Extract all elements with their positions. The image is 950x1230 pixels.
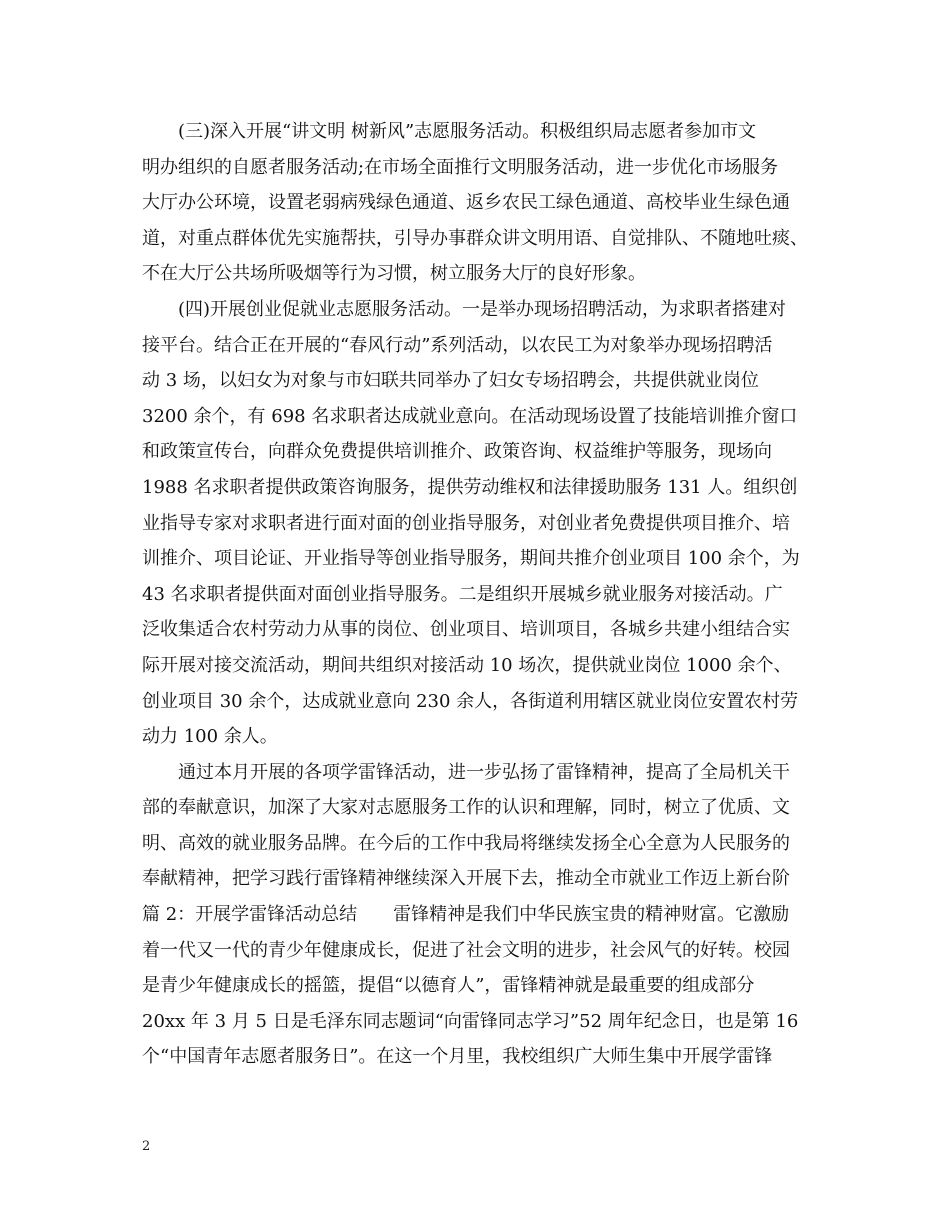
text-line: (三)深入开展“讲文明 树新风”志愿服务活动。积极组织局志愿者参加市文	[142, 121, 757, 142]
text-line: 际开展对接交流活动，期间共组织对接活动 10 场次，提供就业岗位 1000 余个、	[142, 654, 792, 676]
text-line: 和政策宣传台，向群众免费提供培训推介、政策咨询、权益维护等服务，现场向	[142, 441, 772, 463]
text-line: 奉献精神，把学习践行雷锋精神继续深入开展下去，推动全市就业工作迈上新台阶	[142, 868, 790, 890]
text-line: 不在大厅公共场所吸烟等行为习惯，树立服务大厅的良好形象。	[142, 263, 646, 285]
text-line: 1988 名求职者提供政策咨询服务，提供劳动维权和法律援助服务 131 人。组织创	[142, 476, 798, 498]
text-line: 明、高效的就业服务品牌。在今后的工作中我局将继续发扬全心全意为人民服务的	[142, 832, 790, 854]
text-line: 部的奉献意识，加深了大家对志愿服务工作的认识和理解，同时，树立了优质、文	[142, 797, 790, 819]
text-line: 泛收集适合农村劳动力从事的岗位、创业项目、培训项目，各城乡共建小组结合实	[142, 619, 790, 641]
text-line: 明办组织的自愿者服务活动;在市场全面推行文明服务活动，进一步优化市场服务	[142, 156, 779, 178]
text-line: 43 名求职者提供面对面创业指导服务。二是组织开展城乡就业服务对接活动。广	[142, 583, 783, 605]
text-line: 道，对重点群体优先实施帮扶，引导办事群众讲文明用语、自觉排队、不随地吐痰、	[142, 227, 808, 249]
text-line: 动 3 场，以妇女为对象与市妇联共同举办了妇女专场招聘会，共提供就业岗位	[142, 370, 759, 392]
page-number: 2	[142, 1139, 151, 1154]
text-line: 动力 100 余人。	[142, 726, 278, 748]
text-line: 个“中国青年志愿者服务日”。在这一个月里，我校组织广大师生集中开展学雷锋	[142, 1046, 773, 1068]
text-line: 着一代又一代的青少年健康成长，促进了社会文明的进步，社会风气的好转。校园	[142, 939, 790, 961]
text-line: 业指导专家对求职者进行面对面的创业指导服务，对创业者免费提供项目推介、培	[142, 512, 790, 534]
text-line: 3200 余个，有 698 名求职者达成就业意向。在活动现场设置了技能培训推介窗口	[142, 405, 798, 427]
text-line: (四)开展创业促就业志愿服务活动。一是举办现场招聘活动，为求职者搭建对	[142, 298, 787, 320]
text-line: 创业项目 30 余个，达成就业意向 230 余人，各街道利用辖区就业岗位安置农村劳	[142, 690, 799, 712]
text-line: 大厅办公环境，设置老弱病残绿色通道、返乡农民工绿色通道、高校毕业生绿色通	[142, 192, 790, 214]
text-line: 通过本月开展的各项学雷锋活动，进一步弘扬了雷锋精神，提高了全局机关干	[142, 761, 790, 783]
text-line: 接平台。结合正在开展的“春风行动”系列活动，以农民工为对象举办现场招聘活	[142, 334, 773, 356]
text-line: 20xx 年 3 月 5 日是毛泽东同志题词“向雷锋同志学习”52 周年纪念日，也是第 16	[142, 1010, 799, 1032]
text-line: 训推介、项目论证、开业指导等创业指导服务，期间共推介创业项目 100 余个，为	[142, 548, 800, 570]
body-text	[142, 114, 822, 1075]
text-line: 篇 2：开展学雷锋活动总结 雷锋精神是我们中华民族宝贵的精神财富。它激励	[142, 904, 790, 926]
text-line: 是青少年健康成长的摇篮，提倡“以德育人”，雷锋精神就是最重要的组成部分	[142, 975, 755, 997]
